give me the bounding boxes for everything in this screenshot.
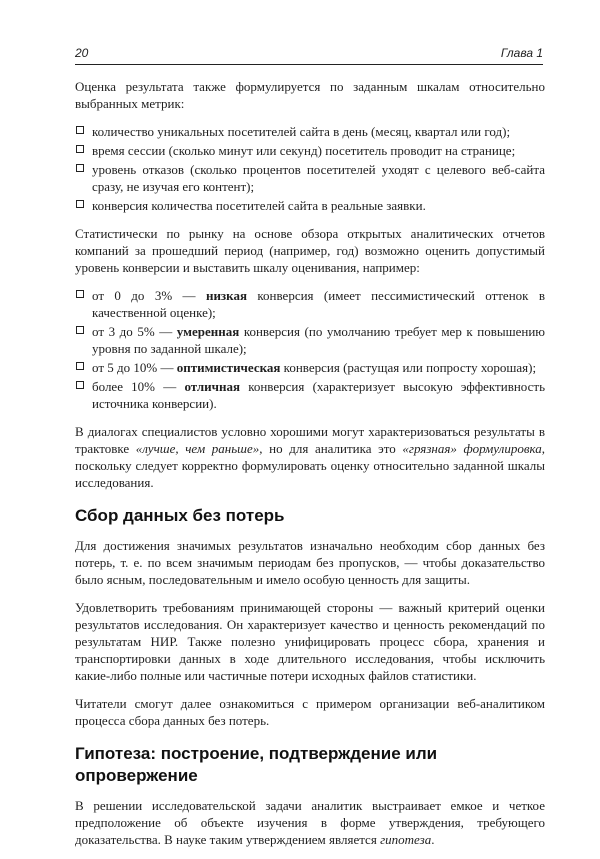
checkbox-bullet-icon: [76, 200, 84, 208]
chapter-label: Глава 1: [500, 46, 543, 60]
list-item: от 0 до 3% — низкая конверсия (имеет пессимистический оттенок в качественной оценке);: [75, 287, 545, 321]
list-item: от 3 до 5% — умеренная конверсия (по умолчанию требует мер к повышению уровня по заданной шкале);: [75, 323, 545, 357]
paragraph-lossless: Для достижения значимых результатов изначально необходим сбор данных без потерь, т. е. по всем значимым периодам без пропусков, — чтобы доказательство было ясным, последовательным и имело особую ценность для защиты.: [75, 538, 545, 587]
list-item: время сессии (сколько минут или секунд) посетитель проводит на странице;: [75, 142, 545, 159]
paragraph-requirements: Удовлетворить требованиям принимающей стороны — важный критерий оценки результатов исследования. Он характеризует качество и ценность рекомендаций по результатам НИР. Также полезно унифицировать процесс сбора, хранения и транспортировки данных в ходе длительного исследования, чтобы исключить какие-либо полные или частичные потери исходных файлов статистики.: [75, 600, 545, 683]
list-item: уровень отказов (сколько процентов посетителей уходят с целевого веб-сайта сразу, не изучая его контент);: [75, 161, 545, 195]
list-item: конверсия количества посетителей сайта в реальные заявки.: [75, 197, 545, 214]
checkbox-bullet-icon: [76, 145, 84, 153]
paragraph-hypothesis: В решении исследовательской задачи аналитик выстраивает емкое и четкое предположение об объекте изучения в форме утверждения, требующего доказательства. В науке таким утверждением является гипотеза.: [75, 798, 545, 847]
conversion-scale-list: [75, 287, 545, 412]
paragraph-metrics-intro: Оценка результата также формулируется по заданным шкалам относительно выбранных метрик:: [75, 79, 545, 111]
checkbox-bullet-icon: [76, 126, 84, 134]
paragraph-readers: Читатели смогут далее ознакомиться с примером организации веб-аналитиком процесса сбора данных без потерь.: [75, 696, 545, 728]
checkbox-bullet-icon: [76, 164, 84, 172]
section-heading-hypothesis: Гипотеза: построение, подтверждение или опровержение: [75, 744, 438, 785]
checkbox-bullet-icon: [76, 290, 84, 298]
list-item: более 10% — отличная конверсия (характеризует высокую эффективность источника конверсии).: [75, 378, 545, 412]
checkbox-bullet-icon: [76, 326, 84, 334]
metrics-list: [75, 123, 545, 214]
page-number: 20: [75, 46, 89, 60]
page-header: [75, 44, 543, 65]
checkbox-bullet-icon: [76, 362, 84, 370]
list-item: от 5 до 10% — оптимистическая конверсия (растущая или попросту хорошая);: [75, 359, 545, 376]
paragraph-statistics: Статистически по рынку на основе обзора открытых аналитических отчетов компаний за прошедший период (например, год) возможно оценить допустимый уровень конверсии и выставить шкалу оценивания, например:: [75, 226, 545, 275]
list-item: количество уникальных посетителей сайта в день (месяц, квартал или год);: [75, 123, 545, 140]
paragraph-dialogs: В диалогах специалистов условно хорошими могут характеризоваться результаты в трактовке «лучше, чем раньше», но для аналитика это «грязная» формулировка, поскольку следует корректно формулировать оценку относительно заданной шкалы исследования.: [75, 424, 545, 490]
checkbox-bullet-icon: [76, 381, 84, 389]
section-heading-data-collection: Сбор данных без потерь: [75, 506, 285, 525]
page-body: [75, 78, 545, 859]
